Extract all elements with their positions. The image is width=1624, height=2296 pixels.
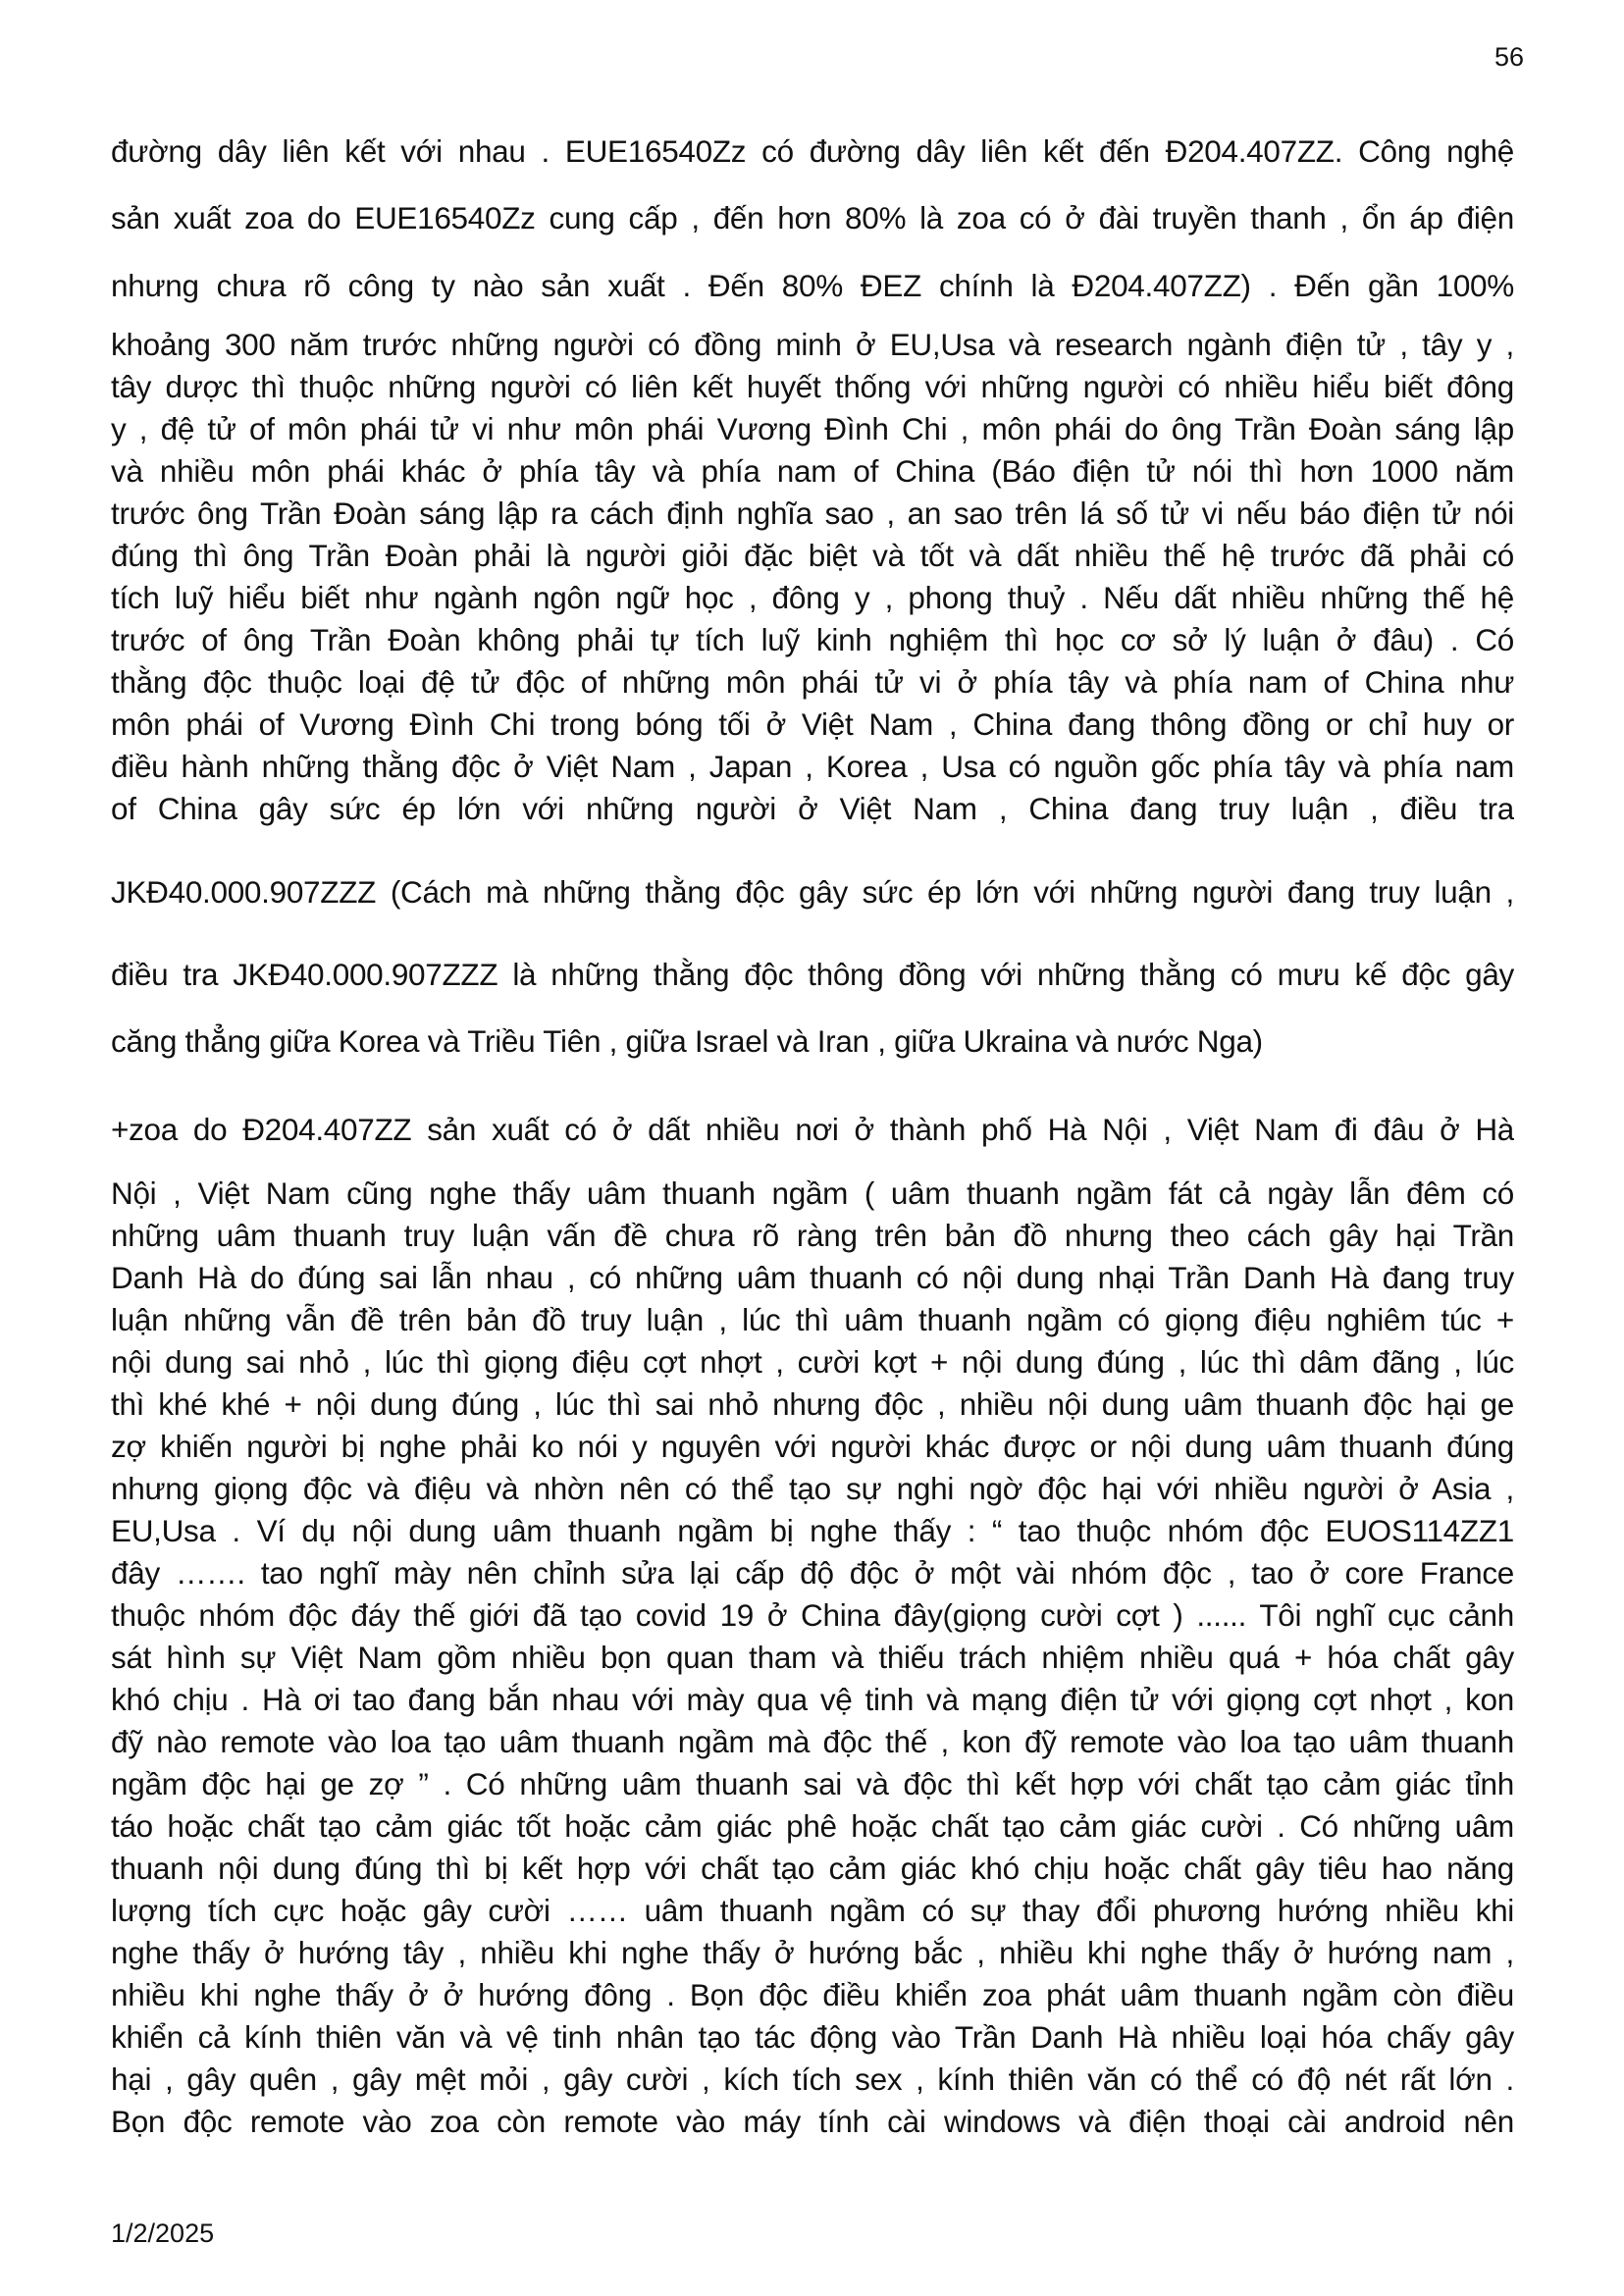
paragraph-block [111,197,1514,239]
text-line: ngầm độc hại ge zợ ” . Có những uâm thuanh sai và độc thì kết hợp với chất tạo cảm giác tỉnh [111,1766,1514,1801]
text-line: nghe thấy ở hướng tây , nhiều khi nghe thấy ở hướng bắc , nhiều khi nghe thấy ở hướng nam , [111,1935,1514,1970]
text-line: Nội , Việt Nam cũng nghe thấy uâm thuanh ngầm ( uâm thuanh ngầm fát cả ngày lẫn đêm có [111,1175,1514,1211]
text-line: nhưng chưa rõ công ty nào sản xuất . Đến 80% ĐEZ chính là Đ204.407ZZ) . Đến gần 100% [111,268,1514,303]
text-line: đường dây liên kết với nhau . EUE16540Zz có đường dây liên kết đến Đ204.407ZZ. Công nghệ [111,133,1514,169]
text-line: nhưng giọng độc và điệu và nhờn nên có thể tạo sự nghi ngờ độc hại với nhiều người ở Asia , [111,1471,1514,1506]
text-line: thằng độc thuộc loại đệ tử độc of những môn phái tử vi ở phía tây và phía nam of China như [111,664,1514,700]
paragraph-block [111,1109,1514,1151]
text-line: trước ông Trần Đoàn sáng lập ra cách định nghĩa sao , an sao trên lá số tử vi nếu báo điện tử nói [111,496,1514,531]
text-line: nhiều khi nghe thấy ở ở hướng đông . Bọn độc điều khiển zoa phát uâm thuanh ngầm còn điều [111,1977,1514,2012]
paragraph-block [111,871,1514,913]
text-line: zợ khiến người bị nghe phải ko nói y nguyên với người khác được or nội dung uâm thuanh đúng [111,1429,1514,1464]
text-line: những uâm thuanh truy luận vấn đề chưa rõ ràng trên bản đồ nhưng theo cách gây hại Trần [111,1218,1514,1253]
text-line: khoảng 300 năm trước những người có đồng minh ở EU,Usa và research ngành điện tử , tây y , [111,327,1514,362]
text-line: hại , gây quên , gây mệt mỏi , gây cười , kích tích sex , kính thiên văn có thể có độ nét rất lớn . [111,2061,1514,2097]
text-line: tích luỹ hiểu biết như ngành ngôn ngữ học , đông y , phong thuỷ . Nếu dất nhiều những thế hệ [111,580,1514,615]
text-line: tây dược thì thuộc những người có liên kết huyết thống với những người có nhiều hiểu biết đông [111,369,1514,404]
text-line: Danh Hà do đúng sai lẫn nhau , có những uâm thuanh có nội dung nhại Trần Danh Hà đang truy [111,1260,1514,1295]
footer-date: 1/2/2025 [111,2218,215,2248]
text-line: đỹ nào remote vào loa tạo uâm thuanh ngầm mà độc thế , kon đỹ remote vào loa tạo uâm thuanh [111,1724,1514,1759]
text-line: thì khé khé + nội dung đúng , lúc thì sai nhỏ nhưng độc , nhiều nội dung uâm thuanh độc hại ge [111,1386,1514,1422]
text-line: nội dung sai nhỏ , lúc thì giọng điệu cợt nhợt , cười kợt + nội dung đúng , lúc thì dâm đãng , lúc [111,1344,1514,1380]
text-line: lượng tích cực hoặc gây cười …… uâm thuanh ngầm có sự thay đổi phương hướng nhiều khi [111,1893,1514,1928]
paragraph-block [111,1020,1514,1063]
text-line: +zoa do Đ204.407ZZ sản xuất có ở dất nhiều nơi ở thành phố Hà Nội , Việt Nam đi đâu ở Hà [111,1112,1514,1147]
text-line: điều tra JKĐ40.000.907ZZZ là những thằng độc thông đồng với những thằng có mưu kế độc gây [111,957,1514,992]
paragraph-block [111,954,1514,996]
text-line: EU,Usa . Ví dụ nội dung uâm thuanh ngầm bị nghe thấy : “ tao thuộc nhóm độc EUOS114ZZ1 [111,1513,1514,1548]
paragraph-block [111,324,1514,830]
paragraph-block [111,265,1514,307]
text-line: thuộc nhóm độc đáy thế giới đã tạo covid 19 ở China đây(giọng cười cợt ) ...... Tôi nghĩ cục cảnh [111,1597,1514,1633]
text-line: táo hoặc chất tạo cảm giác tốt hoặc cảm giác phê hoặc chất tạo cảm giác cười . Có những uâm [111,1808,1514,1844]
text-line: luận những vẫn đề trên bản đồ truy luận , lúc thì uâm thuanh ngầm có giọng điệu nghiêm túc + [111,1302,1514,1337]
text-line: khiển cả kính thiên văn và vệ tinh nhân tạo tác động vào Trần Danh Hà nhiều loại hóa chấy gây [111,2019,1514,2055]
paragraph-block [111,130,1514,173]
text-line: căng thẳng giữa Korea và Triều Tiên , giữa Israel và Iran , giữa Ukraina và nước Nga) [111,1023,1263,1059]
paragraph-block [111,1173,1514,2143]
text-line: JKĐ40.000.907ZZZ (Cách mà những thằng độc gây sức ép lớn với những người đang truy luận , [111,874,1514,910]
page-number: 56 [1493,42,1524,72]
text-line: đây ……. tao nghĩ mày nên chỉnh sửa lại cấp độ độc ở một vài nhóm độc , tao ở core France [111,1555,1514,1591]
text-line: thuanh nội dung đúng thì bị kết hợp với chất tạo cảm giác khó chịu hoặc chất gây tiêu hao năng [111,1851,1514,1886]
text-line: of China gây sức ép lớn với những người ở Việt Nam , China đang truy luận , điều tra [111,791,1514,826]
text-line: môn phái of Vương Đình Chi trong bóng tối ở Việt Nam , China đang thông đồng or chỉ huy or [111,706,1514,742]
text-line: khó chịu . Hà ơi tao đang bắn nhau với mày qua vệ tinh và mạng điện tử với giọng cợt nhợt , kon [111,1682,1514,1717]
text-line: sát hình sự Việt Nam gồm nhiều bọn quan tham và thiếu trách nhiệm nhiều quá + hóa chất gây [111,1640,1514,1675]
text-line: và nhiều môn phái khác ở phía tây và phía nam of China (Báo điện tử nói thì hơn 1000 năm [111,453,1514,489]
text-line: đúng thì ông Trần Đoàn phải là người giỏi đặc biệt và tốt và dất nhiều thế hệ trước đã phải có [111,538,1514,573]
text-line: y , đệ tử of môn phái tử vi như môn phái Vương Đình Chi , môn phái do ông Trần Đoàn sáng lập [111,411,1514,446]
text-line: sản xuất zoa do EUE16540Zz cung cấp , đến hơn 80% là zoa có ở đài truyền thanh , ổn áp điện [111,200,1514,235]
text-line: Bọn độc remote vào zoa còn remote vào máy tính cài windows và điện thoại cài android nên [111,2104,1514,2139]
text-line: điều hành những thằng độc ở Việt Nam , Japan , Korea , Usa có nguồn gốc phía tây và phía nam [111,749,1514,784]
text-line: trước of ông Trần Đoàn không phải tự tích luỹ kinh nghiệm thì học cơ sở lý luận ở đâu) . Có [111,622,1514,657]
